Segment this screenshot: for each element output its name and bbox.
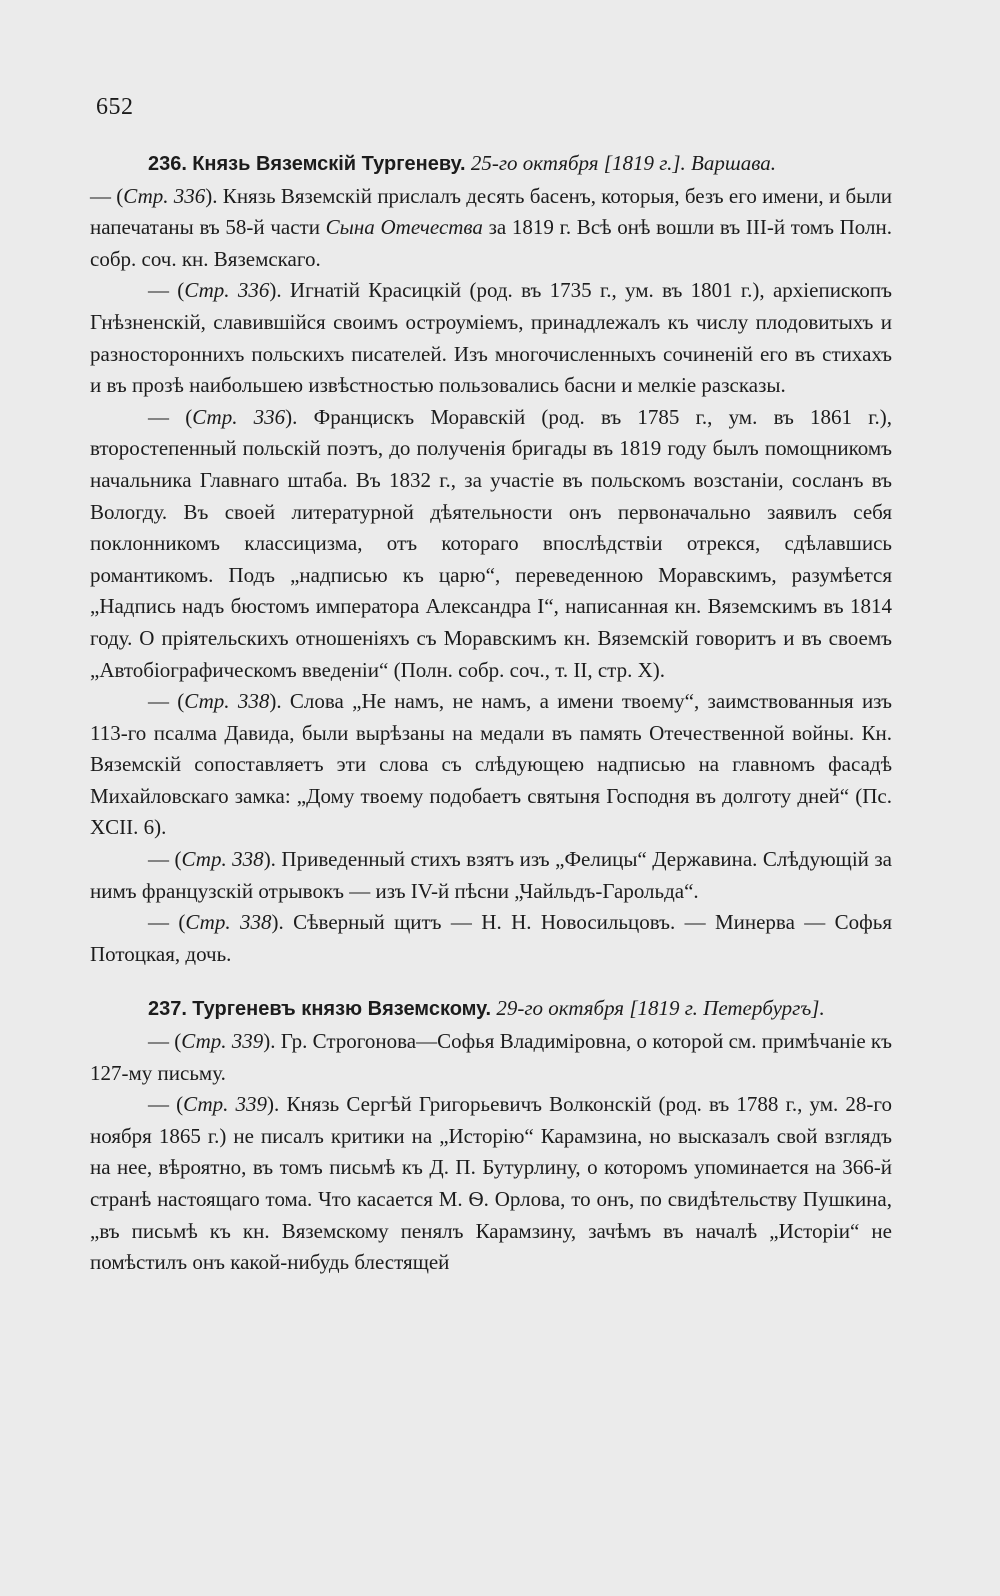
letter-entry-237 xyxy=(90,993,892,1278)
note-reference: — (Стр. 338). xyxy=(148,910,284,935)
note-reference: — (Стр. 339). xyxy=(148,1092,280,1117)
note-reference: — (Стр. 338). xyxy=(148,847,276,872)
note-paragraph xyxy=(90,907,892,970)
note-text: Гр. Строгонова—Софья Владиміровна, о которой см. примѣчаніе къ 127-му письму. xyxy=(90,1029,892,1085)
entry-number: 236. xyxy=(148,153,187,175)
entry-date: 25-го октября [1819 г.]. Варшава. xyxy=(470,151,776,175)
note-text: Слова „Не намъ, не намъ, а имени твоему“, заимствованныя изъ 113-го псалма Давида, были вырѣзаны на медали въ память Отечественной войны. Кн. Вяземскій сопоставляетъ эти слова съ слѣдующею надписью на главномъ фасадѣ Михайловскаго замка: „Дому твоему подобаетъ святыня Господня въ долготу дней“ (Пс. XCII. 6). xyxy=(90,689,892,840)
page-number: 652 xyxy=(96,94,134,120)
note-text: Князь Вяземскій прислалъ десять басенъ, которыя, безъ его имени, и были напечатаны въ 58-й части xyxy=(90,183,892,240)
note-text: Приведенный стихъ взятъ изъ „Фелицы“ Державина. Слѣдующій за нимъ французскій отрывокъ — изъ IV-й пѣсни „Чайльдъ-Гарольда“. xyxy=(90,847,892,903)
note-text: Князь Сергѣй Григорьевичъ Волконскій (род. въ 1788 г., ум. 28-го ноября 1865 г.) не писалъ критики на „Исторію“ Карамзина, но высказалъ свой взглядъ на нее, вѣроятно, въ томъ письмѣ къ Д. П. Бутурлину, о которомъ упоминается на 366-й странѣ настоящаго тома. Что касается М. Ѳ. Орлова, то онъ, по свидѣтельству Пушкина, „въ письмѣ къ кн. Вяземскому пенялъ Карамзину, зачѣмъ въ началѣ „Исторіи“ не помѣстилъ онъ какой-нибудь блестящей xyxy=(90,1092,892,1275)
note-paragraph xyxy=(90,1026,892,1089)
note-paragraph xyxy=(90,275,892,401)
note-paragraph xyxy=(90,1089,892,1279)
entry-address: Тургеневъ князю Вяземскому. xyxy=(192,998,492,1021)
entry-heading xyxy=(90,148,892,275)
entry-heading xyxy=(90,993,892,1026)
note-text: Сѣверный щитъ — Н. Н. Новосильцовъ. — Минерва — Софья Потоцкая, дочь. xyxy=(90,910,892,966)
note-text: Игнатій Красицкій (род. въ 1735 г., ум. въ 1801 г.), архіепископъ Гнѣзненскій, славившійся своимъ остроуміемъ, принадлежалъ къ числу плодовитыхъ и разностороннихъ польскихъ писателей. Изъ многочисленныхъ сочиненій его въ стихахъ и въ прозѣ наибольшею извѣстностью пользовались басни и мелкіе разсказы. xyxy=(90,278,892,398)
note-text: Францискъ Моравскій (род. въ 1785 г., ум. въ 1861 г.), второстепенный польскій поэтъ, до полученія бригады въ 1819 году былъ помощникомъ начальника Главнаго штаба. Въ 1832 г., за участіе въ польскомъ возстаніи, сосланъ въ Вологду. Въ своей литературной дѣятельности онъ первоначально заявилъ себя поклонникомъ классицизма, отъ котораго впослѣдствіи отрекся, сдѣлавшись романтикомъ. Подъ „надписью къ царю“, переведенною Моравскимъ, разумѣется „Надпись надъ бюстомъ императора Александра I“, написанная кн. Вяземскимъ въ 1814 году. О пріятельскихъ отношеніяхъ съ Моравскимъ кн. Вяземскій говоритъ и въ своемъ „Автобіографическомъ введеніи“ (Полн. собр. соч., т. II, стр. X). xyxy=(90,404,892,682)
note-paragraph xyxy=(90,402,892,686)
note-text-continued: за 1819 г. Всѣ онѣ вошли въ III-й томъ Полн. собр. соч. кн. Вяземскаго. xyxy=(90,215,892,271)
letter-entry-236 xyxy=(90,148,892,970)
note-reference: — (Стр. 336). xyxy=(148,278,282,303)
note-reference: — (Стр. 336). xyxy=(148,404,298,429)
page-body xyxy=(90,148,892,1279)
entry-date: 29-го октября [1819 г. Петербургъ]. xyxy=(496,996,825,1021)
entry-address: Князь Вяземскій Тургеневу. xyxy=(192,153,466,175)
note-reference: — (Стр. 339). xyxy=(148,1029,276,1054)
note-italic-title: Сына Отечества xyxy=(325,215,483,240)
note-reference: — (Стр. 336). xyxy=(90,183,218,208)
note-paragraph xyxy=(90,686,892,844)
note-reference: — (Стр. 338). xyxy=(148,689,282,714)
entry-number: 237. xyxy=(148,998,187,1021)
note-paragraph xyxy=(90,844,892,907)
